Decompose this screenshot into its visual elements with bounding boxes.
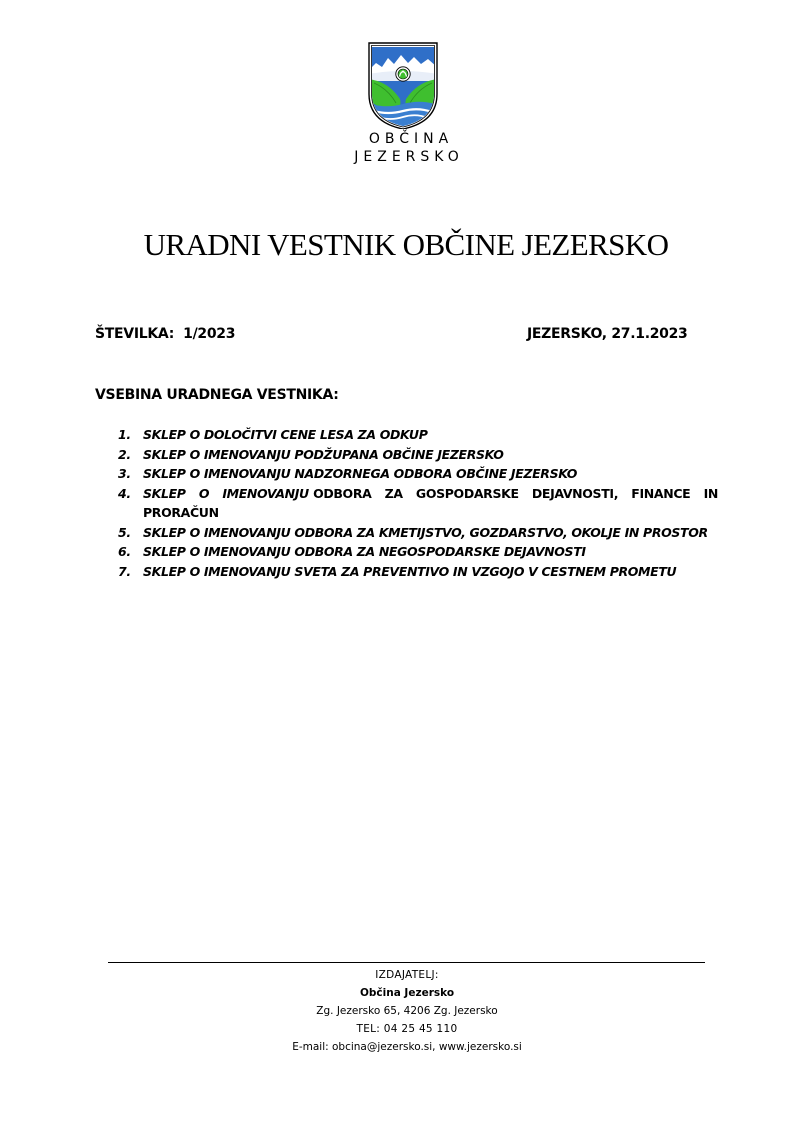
- list-item: [118, 464, 718, 484]
- gazette-title: URADNI VESTNIK OBČINE JEZERSKO: [143, 227, 669, 262]
- list-item-text-plain: ODBORA ZA GOSPODARSKE DEJAVNOSTI, FINANCE IN PRORAČUN: [143, 485, 718, 520]
- publisher-label: IZDAJATELJ:: [375, 969, 439, 981]
- municipality-name-line2: JEZERSKO: [354, 149, 464, 165]
- publisher-contact: E-mail: obcina@jezersko.si, www.jezersko.si: [292, 1041, 522, 1053]
- list-item: [118, 562, 718, 582]
- municipality-coat-of-arms: [368, 41, 438, 129]
- list-item-number: 4.: [118, 485, 131, 501]
- contents-heading: VSEBINA URADNEGA VESTNIKA:: [95, 387, 339, 403]
- list-item: [118, 542, 718, 562]
- list-item: [118, 484, 718, 523]
- list-item-text: SKLEP O IMENOVANJU PODŽUPANA OBČINE JEZERSKO: [143, 446, 504, 462]
- list-item-number: 5.: [118, 524, 131, 540]
- footer-divider: [108, 962, 705, 963]
- issue-place-date: JEZERSKO, 27.1.2023: [527, 326, 688, 342]
- footer: [200, 966, 614, 1056]
- list-item-number: 2.: [118, 446, 131, 462]
- list-item: [118, 445, 718, 465]
- list-item-number: 1.: [118, 427, 131, 442]
- list-item-text-italic: SKLEP O IMENOVANJU: [143, 485, 309, 501]
- issue-number: ŠTEVILKA: 1/2023: [95, 326, 236, 342]
- publisher-address: Zg. Jezersko 65, 4206 Zg. Jezersko: [316, 1005, 498, 1017]
- contents-list: [118, 425, 718, 581]
- list-item-text: SKLEP O IMENOVANJU ODBORA ZA NEGOSPODARSKE DEJAVNOSTI: [143, 544, 586, 559]
- list-item: [118, 523, 718, 543]
- municipality-name-line1: OBČINA: [368, 131, 454, 147]
- list-item-text: SKLEP O IMENOVANJU ODBORA ZA KMETIJSTVO, GOZDARSTVO, OKOLJE IN PROSTOR: [143, 524, 708, 540]
- list-item-number: 6.: [118, 544, 131, 559]
- list-item: [118, 425, 718, 445]
- list-item-number: 3.: [118, 466, 131, 481]
- list-item-text: SKLEP O IMENOVANJU SVETA ZA PREVENTIVO IN VZGOJO V CESTNEM PROMETU: [143, 563, 677, 579]
- list-item-text: SKLEP O IMENOVANJU NADZORNEGA ODBORA OBČINE JEZERSKO: [143, 466, 578, 481]
- publisher-name: Občina Jezersko: [359, 987, 455, 999]
- list-item-number: 7.: [118, 563, 131, 579]
- list-item-text: SKLEP O DOLOČITVI CENE LESA ZA ODKUP: [143, 427, 428, 442]
- publisher-phone: TEL: 04 25 45 110: [356, 1023, 458, 1035]
